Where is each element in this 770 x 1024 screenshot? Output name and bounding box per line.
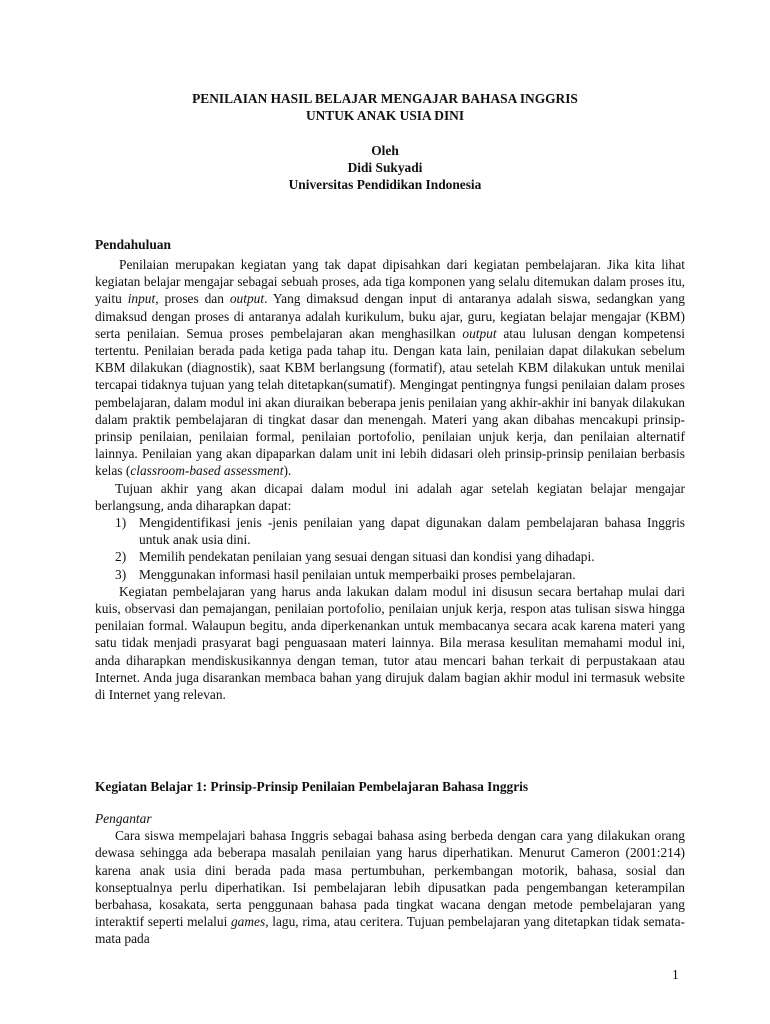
italic-term: output bbox=[462, 325, 497, 341]
goals-list bbox=[95, 514, 685, 583]
italic-term: classroom-based assessment bbox=[130, 463, 284, 479]
page-number: 1 bbox=[672, 967, 679, 982]
subheading-pengantar: Pengantar bbox=[95, 811, 152, 826]
paragraph-3: Kegiatan pembelajaran yang harus anda lakukan dalam modul ini disusun secara bertahap mulai dari kuis, observasi dan pemajangan, penilaian portofolio, penilaian unjuk kerja, respon atas tulisan siswa hingga penilaian formal. Walaupun begitu, anda diperkenankan untuk membacanya secara acak karena materi yang satu tidak menjadi prasyarat bagi penguasaan materi lainnya. Bila merasa kesulitan memahami modul ini, anda diharapkan mendiskusikannya dengan teman, tutor atau mencari bahan terkait di perpustakaan atau Internet. Anda juga disarankan membaca bahan yang dirujuk dalam bagian akhir modul ini termasuk website di Internet yang relevan. bbox=[95, 583, 685, 703]
list-number: 2) bbox=[115, 549, 127, 565]
list-item bbox=[95, 548, 685, 565]
list-item bbox=[95, 566, 685, 583]
text-run: , lagu, rima, atau ceritera. Tujuan pembelajaran yang ditetapkan tidak semata-mata pada bbox=[95, 914, 685, 947]
text-run: Cara siswa mempelajari bahasa Inggris sebagai bahasa asing berbeda dengan cara yang dilakukan orang dewasa sehingga ada beberapa masalah penilaian yang harus diperhatikan. Menurut Cameron (2001:214) karena anak usia dini berada pada masa pertumbuhan, perkembangan motorik, bahasa, sosial dan konseptualnya perlu diperhatikan. Isi pembelajaran lebih dipusatkan pada pengembangan keterampilan berbahasa, kosakata, serta penggunaan bahasa pada tingkat wacana dengan metode pembelajaran yang interaktif seperti melalui bbox=[95, 828, 685, 930]
document-title bbox=[0, 90, 770, 124]
author-name: Didi Sukyadi bbox=[347, 160, 423, 175]
paragraph-1 bbox=[95, 256, 685, 480]
title-line-1: PENILAIAN HASIL BELAJAR MENGAJAR BAHASA INGGRIS bbox=[192, 91, 578, 106]
list-text: Memilih pendekatan penilaian yang sesuai dengan situasi dan kondisi yang dihadapi. bbox=[139, 549, 595, 565]
list-text: Mengidentifikasi jenis -jenis penilaian yang dapat digunakan dalam pembelajaran bahasa Inggris untuk anak usia dini. bbox=[139, 515, 685, 548]
text-run: . Yang dimaksud dengan input di antaranya adalah siswa, sedangkan yang dimaksud dengan proses di antaranya adalah kurikulum, buku ajar, guru, kegiatan belajar mengajar (KBM) serta penilaian. Semua proses pembelajaran akan menghasilkan bbox=[95, 291, 685, 341]
italic-term: games bbox=[230, 914, 266, 930]
author-affiliation: Universitas Pendidikan Indonesia bbox=[288, 177, 482, 192]
italic-term: input bbox=[127, 291, 156, 307]
author-by: Oleh bbox=[371, 143, 399, 158]
paragraph-2: Tujuan akhir yang akan dicapai dalam modul ini adalah agar setelah kegiatan belajar mengajar berlangsung, anda diharapkan dapat: bbox=[95, 480, 685, 513]
title-line-2: UNTUK ANAK USIA DINI bbox=[305, 108, 465, 123]
section-heading-pendahuluan: Pendahuluan bbox=[95, 237, 171, 252]
paragraph-pengantar bbox=[95, 827, 685, 947]
text-run: , proses dan bbox=[155, 291, 230, 307]
text-run: ). bbox=[283, 463, 292, 479]
list-number: 3) bbox=[115, 566, 127, 582]
italic-term: output bbox=[229, 291, 265, 307]
text-run: atau lulusan dengan kompetensi tertentu. Penilaian berada pada ketiga pada tahap itu. Dengan kata lain, penilaian dapat dilakukan sebelum KBM dilakukan (diagnostik), saat KBM berlangsung (formatif), atau setelah KBM dilakukan untuk menilai tercapai tidaknya tujuan yang telah ditetapkan(sumatif). Mengingat pentingnya fungsi penilaian dalam proses pembelajaran, dalam modul ini akan diuraikan beberapa jenis penilaian yang akhir-akhir ini banyak dilakukan dalam praktik pembelajaran di tingkat dasar dan menengah. Materi yang akan dibahas mencakupi prinsip-prinsip penilaian, penilaian formal, penilaian portofolio, penilaian unjuk kerja, dan penilaian alternatif lainnya. Penilaian yang akan dipaparkan dalam unit ini lebih didasari oleh prinsip-prinsip penilaian berbasis kelas ( bbox=[95, 325, 685, 479]
list-item bbox=[95, 514, 685, 548]
author-block bbox=[0, 142, 770, 193]
section-body-pendahuluan bbox=[95, 256, 685, 703]
section-heading-kegiatan-belajar-1: Kegiatan Belajar 1: Prinsip-Prinsip Penilaian Pembelajaran Bahasa Inggris bbox=[95, 779, 529, 794]
list-number: 1) bbox=[115, 515, 127, 531]
text-run: Penilaian merupakan kegiatan yang tak dapat dipisahkan dari kegiatan pembelajaran. Jika kita lihat kegiatan belajar mengajar sebagai sebuah proses, ada tiga komponen yang selalu ditemukan dalam proses itu, yaitu bbox=[95, 257, 685, 307]
section-body-pengantar bbox=[95, 810, 685, 948]
list-text: Menggunakan informasi hasil penilaian untuk memperbaiki proses pembelajaran. bbox=[139, 566, 576, 582]
